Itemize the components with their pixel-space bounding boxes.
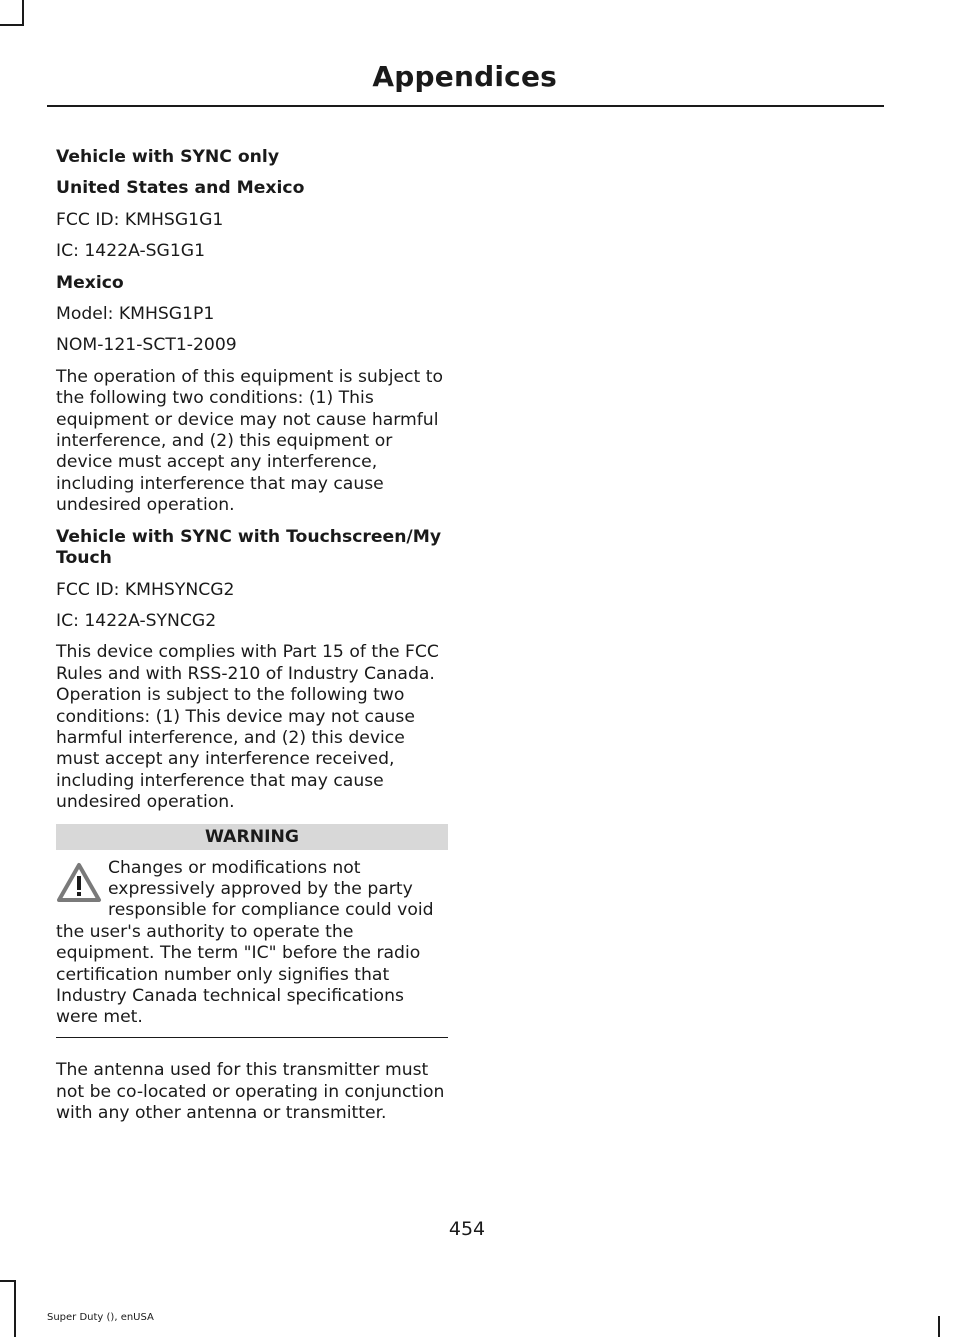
warning-triangle-icon — [56, 862, 102, 904]
warning-header: WARNING — [56, 824, 448, 850]
header-divider — [47, 105, 884, 107]
crop-mark — [0, 24, 24, 26]
fcc-id-1: FCC ID: KMHSG1G1 — [56, 209, 224, 230]
crop-mark — [938, 1316, 940, 1337]
ic-2: IC: 1422A-SYNCG2 — [56, 610, 217, 631]
ic-1: IC: 1422A-SG1G1 — [56, 241, 206, 262]
footer-text: Super Duty (), enUSA — [47, 1312, 154, 1323]
page-title: Appendices — [372, 60, 557, 93]
warning-text: Changes or modifications not expressively approved by the party responsible for compliance could void the user's authority to operate the equipment. The term "IC" before the radio certification number only signifies that Industry Canada technical specifications were met. — [56, 857, 434, 1028]
heading-sync-only: Vehicle with SYNC only — [56, 147, 280, 167]
heading-mexico: Mexico — [56, 272, 124, 293]
page-number: 454 — [448, 1218, 486, 1240]
paragraph-antenna: The antenna used for this transmitter must not be co-located or operating in conjunction with any other antenna or transmitter. — [56, 1060, 445, 1124]
model-number: Model: KMHSG1P1 — [56, 304, 215, 325]
crop-mark — [0, 1280, 16, 1282]
content-column — [56, 147, 448, 1135]
nom-number: NOM-121-SCT1-2009 — [56, 335, 237, 356]
crop-mark — [14, 1280, 16, 1337]
heading-us-mexico: United States and Mexico — [56, 178, 305, 199]
paragraph-complies: This device complies with Part 15 of the FCC Rules and with RSS-210 of Industry Canada. Operation is subject to the following two conditions: (1) This device may not cause harmful interference, and (2) this device must accept any interference received, including interference that may cause undesired operation. — [56, 642, 439, 813]
paragraph-operation: The operation of this equipment is subject to the following two conditions: (1) This equipment or device may not cause harmful interference, and (2) this equipment or device must accept any interference, including interference that may cause undesired operation. — [56, 366, 443, 516]
fcc-id-2: FCC ID: KMHSYNCG2 — [56, 579, 235, 600]
warning-divider — [56, 1037, 448, 1039]
crop-mark — [22, 0, 24, 26]
warning-box — [56, 858, 448, 1029]
heading-touchscreen: Vehicle with SYNC with Touchscreen/My Touch — [56, 526, 442, 569]
